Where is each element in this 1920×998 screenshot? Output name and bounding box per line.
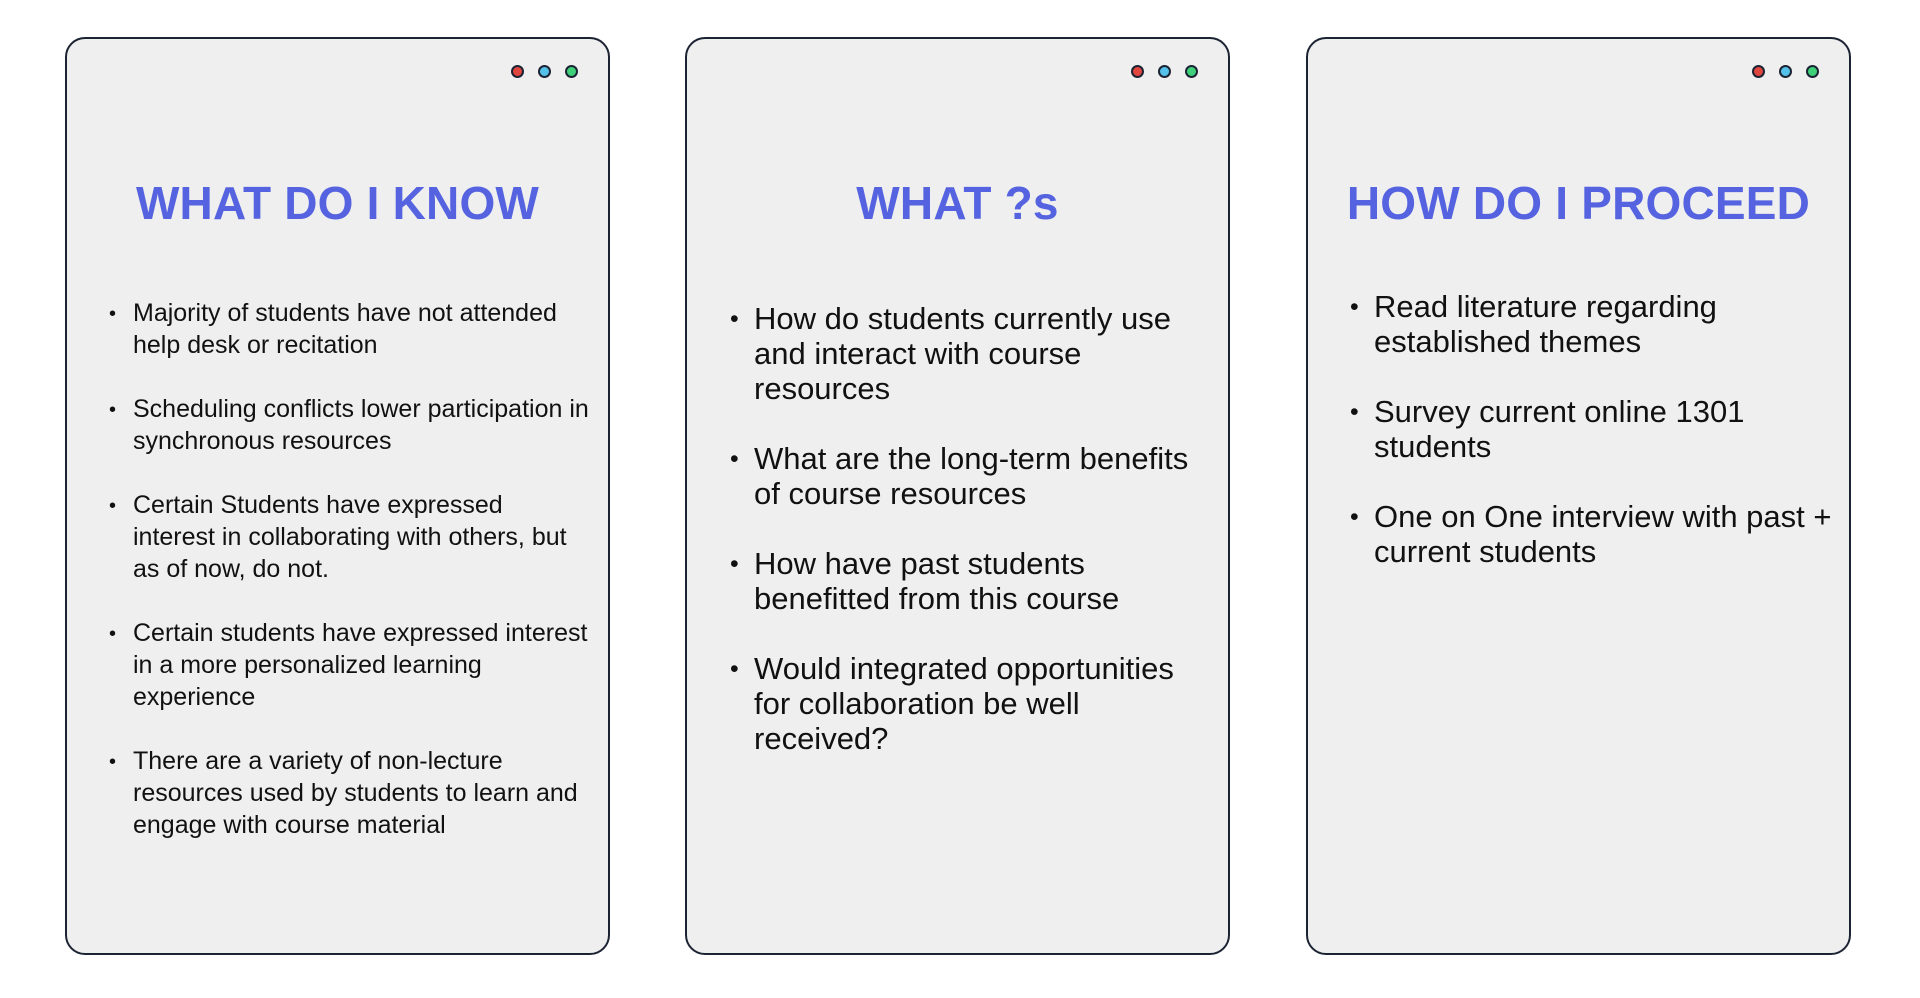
close-dot-icon (1752, 65, 1765, 78)
minimize-dot-icon (1158, 65, 1171, 78)
list-item: • Read literature regarding established themes (1350, 289, 1717, 359)
card-title: WHAT DO I KNOW (135, 177, 540, 229)
bullet-list (105, 297, 590, 873)
list-item: • Survey current online 1301 students (1350, 394, 1745, 464)
card-what-questions (685, 37, 1230, 955)
window-controls (1131, 65, 1198, 78)
card-title: HOW DO I PROCEED (1346, 177, 1811, 229)
bullet-list (1346, 289, 1836, 604)
bullet-icon: • (109, 303, 117, 325)
bullet-icon: • (1350, 504, 1359, 531)
maximize-dot-icon (1806, 65, 1819, 78)
list-item: • Scheduling conflicts lower participation in synchronous resources (109, 395, 589, 455)
maximize-dot-icon (1185, 65, 1198, 78)
bullet-list (726, 301, 1216, 791)
list-item: • Would integrated opportunities for collaboration be well received? (730, 651, 1174, 756)
list-item: • How have past students benefitted from this course (730, 546, 1120, 616)
window-controls (1752, 65, 1819, 78)
list-item: • What are the long-term benefits of course resources (730, 441, 1189, 511)
bullet-icon: • (109, 751, 117, 773)
list-item: • Majority of students have not attended help desk or recitation (109, 299, 557, 359)
bullet-icon: • (730, 656, 739, 683)
minimize-dot-icon (538, 65, 551, 78)
list-item: • Certain students have expressed interest in a more personalized learning experience (109, 619, 588, 711)
bullet-icon: • (730, 446, 739, 473)
bullet-icon: • (730, 551, 739, 578)
bullet-icon: • (109, 399, 117, 421)
bullet-icon: • (730, 306, 739, 333)
bullet-icon: • (109, 623, 117, 645)
list-item: • Certain Students have expressed interest in collaborating with others, but as of now, do not. (109, 491, 567, 583)
close-dot-icon (511, 65, 524, 78)
card-how-do-i-proceed (1306, 37, 1851, 955)
maximize-dot-icon (565, 65, 578, 78)
bullet-icon: • (1350, 399, 1359, 426)
card-what-do-i-know (65, 37, 610, 955)
list-item: • There are a variety of non-lecture resources used by students to learn and engage with course material (109, 747, 578, 839)
list-item: • How do students currently use and interact with course resources (730, 301, 1171, 406)
bullet-icon: • (109, 495, 117, 517)
minimize-dot-icon (1779, 65, 1792, 78)
window-controls (511, 65, 578, 78)
bullet-icon: • (1350, 294, 1359, 321)
card-title: WHAT ?s (856, 177, 1059, 229)
close-dot-icon (1131, 65, 1144, 78)
list-item: • One on One interview with past + current students (1350, 499, 1832, 569)
